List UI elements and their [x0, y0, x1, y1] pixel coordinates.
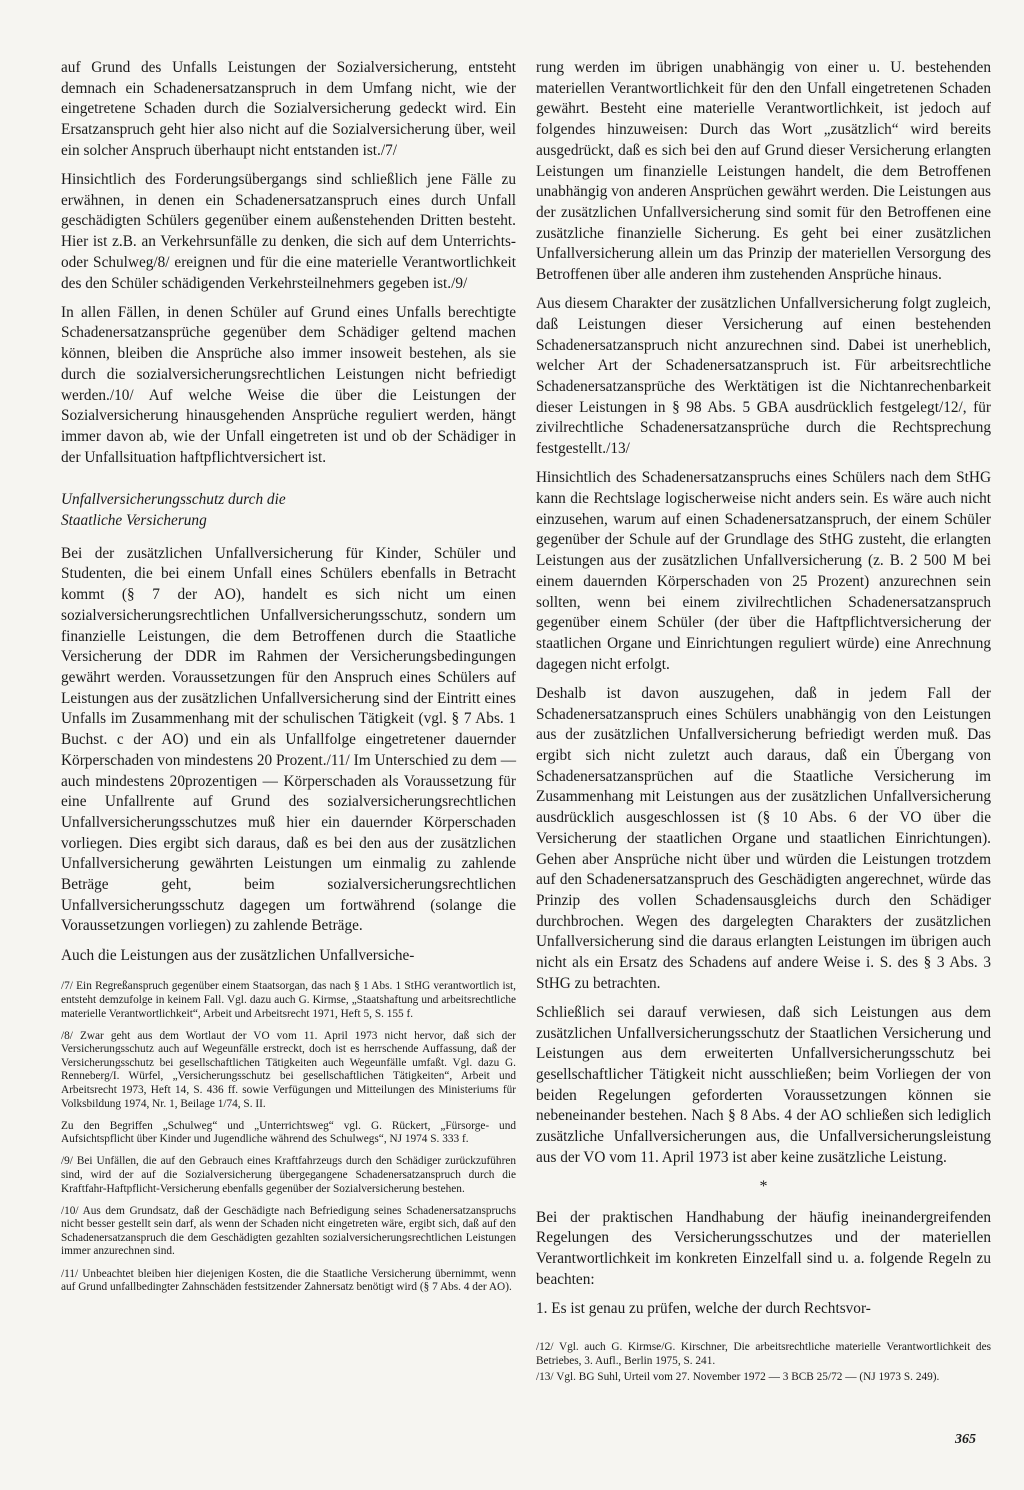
body-paragraph: Deshalb ist davon auszugehen, daß in jedem Fall der Schadenersatzanspruch eines Schülers unabhängig von den Leistungen aus der zusätzlichen Unfallversicherung befriedigt werden muß. Das ergibt sich nicht zuletzt auch daraus, daß ein Übergang von Schadenersatzansprüchen auf die Staatliche Versicherung im Zusammenhang mit Leistungen aus der zusätzlichen Unfallversicherung ausdrücklich ausgeschlossen ist (§ 10 Abs. 6 der VO über die Versicherung der staatlichen Organe und staatlichen Einrichtungen). Gehen aber Ansprüche nicht über und würden die Leistungen trotzdem auf den Schadenersatzanspruch des Geschädigten angerechnet, würde das Prinzip des vollen Schadensausgleichs durch den Schädiger durchbrochen. Wegen des dargelegten Charakters der zusätzlichen Unfallversicherung sind die daraus erlangten Leistungen im übrigen auch nicht als ein Ersatz des Schadens auf andere Weise i. S. des § 3 Abs. 3 StHG zu betrachten.: [536, 684, 991, 992]
section-heading-line: Unfallversicherungsschutz durch die: [61, 491, 286, 509]
section-heading-line: Staatliche Versicherung: [61, 512, 207, 530]
footnote: /10/ Aus dem Grundsatz, daß der Geschädigte nach Befriedigung seines Schadenersatzanspruchs nicht besser gestellt sein darf, als wenn der Schaden nicht eingetreten wäre, ergibt sich, daß auf den Schadenersatzanspruch die dem Geschädigten gezahlten sozialversicherungsrechtlichen Leistungen immer anzurechnen sind.: [61, 1204, 516, 1258]
footnotes-left: [61, 980, 516, 1294]
footnotes-right: [536, 1341, 991, 1388]
footnote: /8/ Zwar geht aus dem Wortlaut der VO vom 11. April 1973 nicht hervor, daß sich der Versicherungsschutz auch auf Wegeunfälle erstreckt, doch ist es herrschende Auffassung, daß der Versicherungsschutz bei gesellschaftlichen Tätigkeiten auch Wegeunfälle umfaßt. Vgl. dazu G. Renneberg/I. Würfel, „Versicherungsschutz bei gesellschaftlichen Tätigkeiten“, Arbeit und Arbeitsrecht 1973, Heft 14, S. 436 ff. sowie Verfügungen und Mitteilungen des Ministeriums für Volksbildung 1974, Nr. 1, Beilage 1/74, S. II.: [61, 1029, 516, 1110]
footnote: /9/ Bei Unfällen, die auf den Gebrauch eines Kraftfahrzeugs durch den Schädiger zurückzuführen sind, wird der auf die Sozialversicherung übergegangene Schadenersatzanspruch durch die Kraftfahr-Haftpflicht-Versicherung ebenfalls gegenüber der Sozialversicherung bestehen.: [61, 1155, 516, 1195]
body-paragraph: Bei der praktischen Handhabung der häufig ineinandergreifenden Regelungen des Versicherungsschutzes und der materiellen Verantwortlichkeit im konkreten Einzelfall sind u. a. folgende Regeln zu beachten:: [536, 1208, 991, 1288]
body-paragraph: In allen Fällen, in denen Schüler auf Grund eines Unfalls berechtigte Schadenersatzansprüche gegenüber dem Schädiger geltend machen können, bleiben die Ansprüche also immer insoweit bestehen, als sie durch die sozialversicherungsrechtlichen Leistungen nicht befriedigt werden./10/ Auf welche Weise die über die Leistungen der Sozialversicherung hinausgehenden Ansprüche reguliert werden, hängt immer davon ab, wie der Unfall eingetreten ist und ob der Schädiger in der Unfallsituation haftpflichtversichert ist.: [61, 303, 516, 466]
footnote: /7/ Ein Regreßanspruch gegenüber einem Staatsorgan, das nach § 1 Abs. 1 StHG verantwortlich ist, entsteht demzufolge in keinem Fall. Vgl. dazu auch G. Kirmse, „Staatshaftung und arbeitsrechtliche materielle Verantwortlichkeit“, Arbeit und Arbeitsrecht 1971, Heft 5, S. 155 f.: [61, 980, 516, 1020]
body-paragraph: rung werden im übrigen unabhängig von einer u. U. bestehenden materiellen Verantwortlichkeit für den den Unfall eingetretenen Schaden gewährt. Besteht eine materielle Verantwortlichkeit, ist jedoch auf folgendes hinzuweisen: Durch das Wort „zusätzlich“ wird bereits ausgedrückt, daß es sich bei den auf Grund dieser Versicherung erlangten Leistungen um finanzielle Leistungen handelt, die dem Betroffenen unabhängig von anderen Ansprüchen gewährt werden. Die Leistungen aus der zusätzlichen Unfallversicherung sind somit für den Betroffenen eine zusätzliche finanzielle Sicherung. Es geht bei einer zusätzlichen Unfallversicherung allein um das Prinzip der materiellen Versorgung des Betroffenen über alle anderen ihm zustehenden Ansprüche hinaus.: [536, 59, 991, 284]
body-paragraph: Auch die Leistungen aus der zusätzlichen Unfallversiche-: [61, 946, 415, 964]
left-column: [61, 58, 516, 1303]
section-divider: *: [759, 1178, 768, 1196]
body-paragraph: auf Grund des Unfalls Leistungen der Sozialversicherung, entsteht demnach ein Schadenersatzanspruch in dem Umfang nicht, wie der eingetretene Schaden durch die Sozialversicherung gedeckt wird. Ein Ersatzanspruch geht hier also nicht auf die Sozialversicherung über, weil ein solcher Anspruch überhaupt nicht entstanden ist./7/: [61, 59, 516, 159]
page-number: 365: [955, 1432, 976, 1447]
footnote: Zu den Begriffen „Schulweg“ und „Unterrichtsweg“ vgl. G. Rückert, „Fürsorge- und Aufsichtspflicht über Kinder und Jugendliche während des Schulwegs“, NJ 1974 S. 333 f.: [61, 1119, 516, 1146]
footnote: /11/ Unbeachtet bleiben hier diejenigen Kosten, die die Staatliche Versicherung übernimmt, wenn auf Grund unfallbedingter Zahnschäden festsitzender Zahnersatz benötigt wird (§ 7 Abs. 4 der AO).: [61, 1267, 516, 1294]
footnote: /13/ Vgl. BG Suhl, Urteil vom 27. November 1972 — 3 BCB 25/72 — (NJ 1973 S. 249).: [536, 1371, 940, 1384]
body-paragraph: Schließlich sei darauf verwiesen, daß sich Leistungen aus dem zusätzlichen Unfallversicherungsschutz der Staatlichen Versicherung und Leistungen aus dem erweiterten Unfallversicherungsschutz bei gesellschaftlicher Tätigkeit nicht ausschließen; beim Vorliegen der von beiden Regelungen geforderten Voraussetzungen können sie nebeneinander bestehen. Nach § 8 Abs. 4 der AO schließen sich lediglich zusätzliche Unfallversicherungen aus, die Unfallversicherungsleistung aus der VO vom 11. April 1973 ist aber keine zusätzliche Leistung.: [536, 1003, 991, 1166]
right-column: [536, 58, 991, 1328]
section-heading: [61, 490, 516, 531]
body-paragraph: Hinsichtlich des Forderungsübergangs sind schließlich jene Fälle zu erwähnen, in denen ein Schadenersatzanspruch eines durch Unfall geschädigten Schülers gegenüber einem außenstehenden Dritten besteht. Hier ist z.B. an Verkehrsunfälle zu denken, die sich auf dem Unterrichts- oder Schulweg/8/ ereignen und für die eine materielle Verantwortlichkeit des den Schüler schädigenden Verkehrsteilnehmers gegeben ist./9/: [61, 171, 516, 292]
body-paragraph: Aus diesem Charakter der zusätzlichen Unfallversicherung folgt zugleich, daß Leistungen dieser Versicherung auf einen bestehenden Schadenersatzanspruch nicht anzurechnen sind. Dabei ist unerheblich, welcher Art der Schadenersatzanspruch ist. Für arbeitsrechtliche Schadenersatzansprüche des Werktätigen ist die Nichtanrechenbarkeit dieser Leistungen in § 98 Abs. 5 GBA ausdrücklich festgelegt/12/, für zivilrechtliche Schadenersatzansprüche durch die Rechtsprechung festgestellt./13/: [536, 295, 991, 458]
footnote: /12/ Vgl. auch G. Kirmse/G. Kirschner, Die arbeitsrechtliche materielle Verantwortlichkeit des Betriebes, 3. Aufl., Berlin 1975, S. 241.: [536, 1341, 991, 1367]
body-paragraph: Hinsichtlich des Schadenersatzanspruchs eines Schülers nach dem StHG kann die Rechtslage logischerweise nicht anders sein. Es wäre auch nicht einzusehen, warum auf einen Schadenersatzanspruch, der einem Schüler gegenüber der Schule auf der Grundlage des StHG zusteht, die erlangten Leistungen aus der zusätzlichen Unfallversicherung (z. B. 2 500 M bei einem dauernden Körperschaden von 25 Prozent) anzurechnen sein sollten, wenn bei einem zivilrechtlichen Schadenersatzanspruch gegenüber einem Schüler (der über die Haftpflichtversicherung der staatlichen Organe und Einrichtungen reguliert würde) eine Anrechnung dagegen nicht erfolgt.: [536, 469, 991, 673]
body-paragraph: Bei der zusätzlichen Unfallversicherung für Kinder, Schüler und Studenten, die bei einem Unfall eines Schülers ebenfalls in Betracht kommt (§ 7 der AO), handelt es sich nicht um einen sozialversicherungsrechtlichen Unfallversicherungsschutz, sondern um finanzielle Leistungen, die dem Betroffenen durch die Staatliche Versicherung der DDR im Rahmen der Versicherungsbedingungen gewährt werden. Voraussetzungen für den Anspruch eines Schülers auf Leistungen aus der zusätzlichen Unfallversicherung sind der Eintritt eines Unfalls im Zusammenhang mit der schulischen Tätigkeit (vgl. § 7 Abs. 1 Buchst. c der AO) und ein als Unfallfolge eingetretener dauernder Körperschaden von mindestens 20 Prozent./11/ Im Unterschied zu dem — auch mindestens 20prozentigen — Körperschaden als Voraussetzung für eine Unfallrente auf Grund des sozialversicherungsrechtlichen Unfallversicherungsschutzes muß hier ein dauernder Körperschaden vorliegen. Dies ergibt sich daraus, daß es bei den aus der zusätzlichen Unfallversicherung gewährten Leistungen um einmalig zu zahlende Beträge geht, beim sozialversicherungsrechtlichen Unfallversicherungsschutz dagegen um fortwährend (solange die Voraussetzungen vorliegen) zu zahlende Beträge.: [61, 544, 516, 935]
body-paragraph: 1. Es ist genau zu prüfen, welche der durch Rechtsvor-: [536, 1300, 871, 1318]
